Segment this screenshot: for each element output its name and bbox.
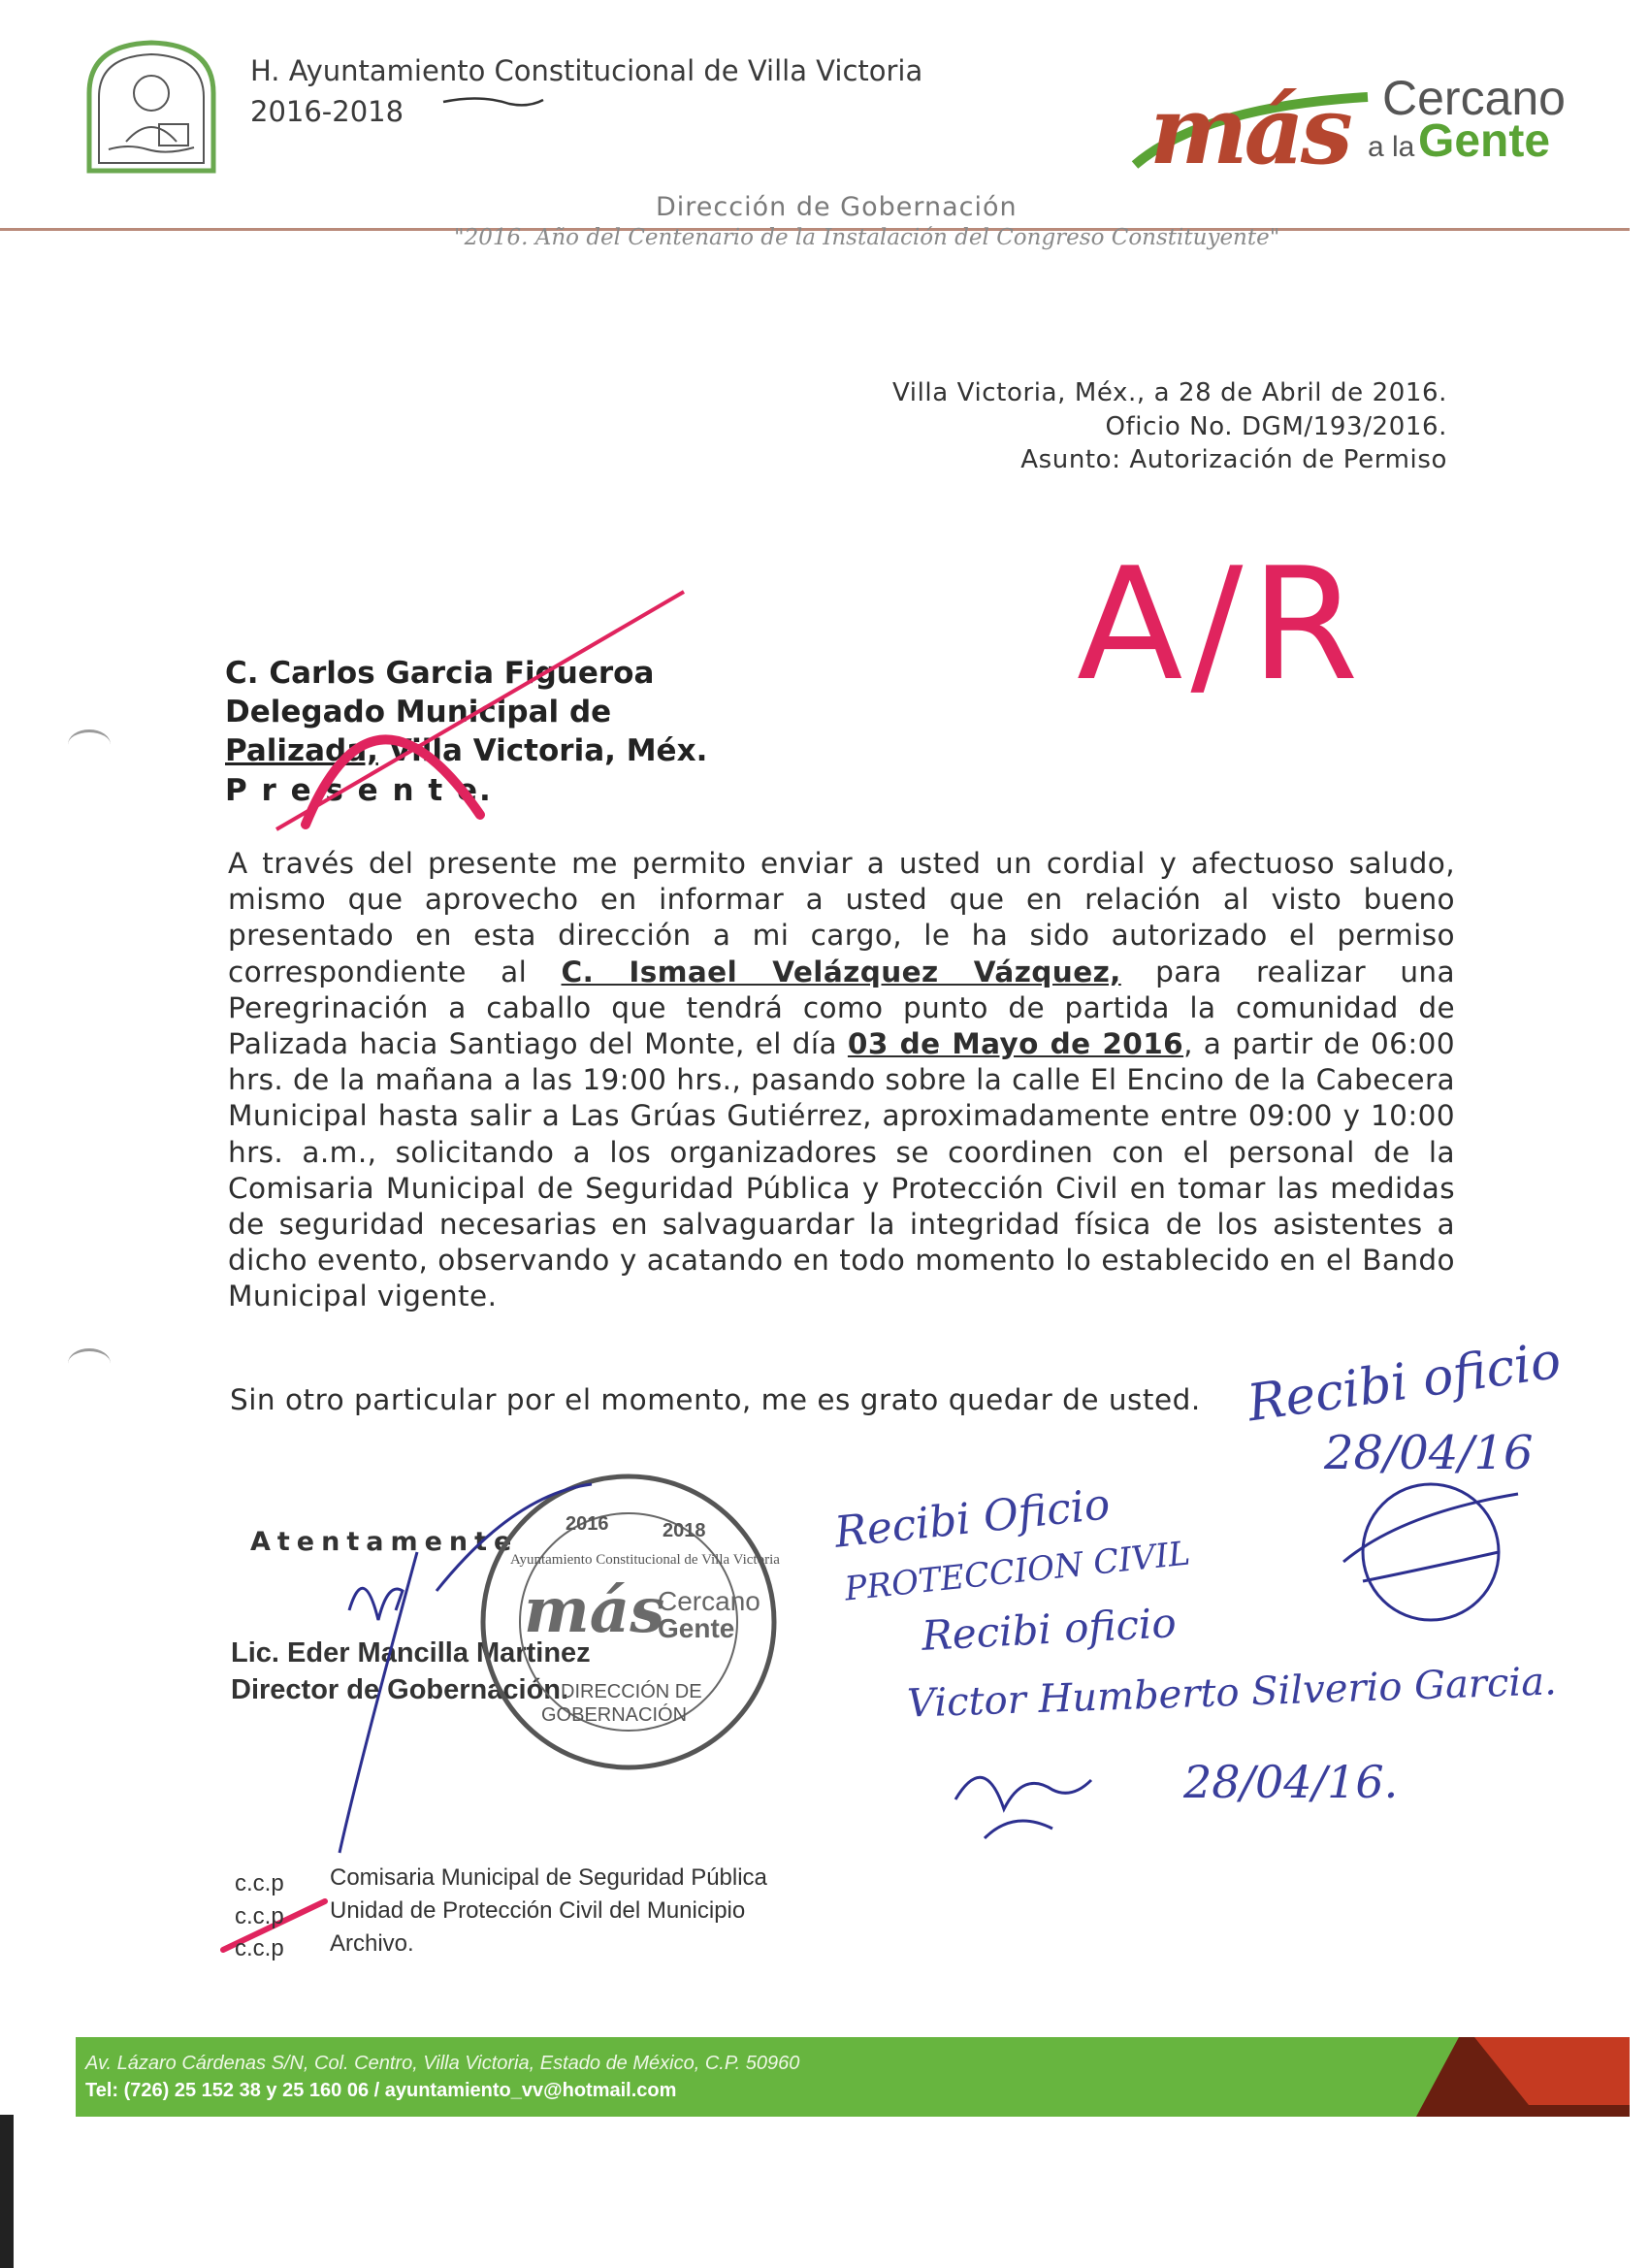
brand-a-la: a la (1368, 131, 1415, 163)
body-text-1: A través del presente me permito enviar a usted un cordial y afectuoso saludo, mismo que aprovecho en informar a usted que en relación al visto bueno presentado en esta dirección a mi cargo, le ha sido autorizado el permiso correspondiente al (228, 847, 1455, 988)
atentamente: Atentamente (250, 1527, 519, 1557)
event-date: 03 de Mayo de 2016 (847, 1027, 1184, 1061)
ccp-text-1: Comisaria Municipal de Seguridad Pública (330, 1864, 767, 1891)
recipient-title: Delegado Municipal de (225, 695, 612, 729)
ccp-label-2: c.c.p (235, 1903, 284, 1929)
place-date: Villa Victoria, Méx., a 28 de Abril de 2016. (891, 378, 1447, 407)
svg-text:Cercano: Cercano (658, 1586, 760, 1616)
ccp-text-3: Archivo. (330, 1930, 414, 1957)
department-title: Dirección de Gobernación (656, 192, 1018, 222)
institution-period: 2016-2018 (250, 95, 404, 128)
seal-year-b: 2018 (663, 1520, 706, 1541)
red-initials-annotation: A/R (1077, 534, 1367, 715)
receipt-date-2: 28/04/16. (1183, 1756, 1399, 1808)
ccp-label-3: c.c.p (235, 1935, 284, 1961)
recipient-place-underlined: Palizada, (225, 733, 378, 768)
svg-text:Gente: Gente (658, 1613, 735, 1643)
svg-text:más: más (524, 1574, 665, 1647)
ccp-label-1: c.c.p (235, 1870, 284, 1896)
municipal-emblem-logo (70, 35, 233, 180)
brand-mas-logo: más (1149, 76, 1349, 185)
receipt-date-1: 28/04/16 (1324, 1426, 1534, 1480)
brand-gente: Gente (1418, 115, 1551, 167)
receipt-note-1: Recibi oficio (1244, 1331, 1565, 1434)
receipt-note-2: Recibi Oficio (832, 1479, 1113, 1558)
seal-dept-b: GOBERNACIÓN (541, 1704, 688, 1726)
binder-hole-bottom (68, 1348, 111, 1378)
red-marker-strikes (218, 582, 703, 834)
body-text-2: para realizar una Peregrinación a caballo que tendrá como punto de partida la comunidad de Palizada hacia Santiago del Monte, el día (228, 955, 1455, 1061)
brand-cercano: Cercano (1382, 71, 1566, 125)
oficio-number: Oficio No. DGM/193/2016. (1105, 412, 1447, 441)
footer-contact: Tel: (726) 25 152 38 y 25 160 06 / ayuntamiento_vv@hotmail.com (85, 2080, 677, 2101)
seal-year-a: 2016 (566, 1513, 609, 1535)
asunto: Asunto: Autorización de Permiso (1020, 445, 1447, 474)
receipt-signature-1 (1324, 1455, 1537, 1649)
signer-role: Director de Gobernación. (231, 1674, 569, 1705)
signer-name: Lic. Eder Mancilla Martinez (231, 1637, 591, 1669)
receipt-signer-name: Victor Humberto Silverio Garcia. (906, 1659, 1558, 1727)
presente: P r e s e n t e. (225, 773, 493, 808)
receipt-signature-2 (946, 1741, 1101, 1848)
footer-address: Av. Lázaro Cárdenas S/N, Col. Centro, Villa Victoria, Estado de México, C.P. 50960 (85, 2053, 800, 2074)
receipt-dept: PROTECCION CIVIL (842, 1534, 1192, 1609)
scan-edge (0, 2115, 14, 2268)
receipt-note-3: Recibi oficio (920, 1599, 1178, 1660)
seal-ring-text: Ayuntamiento Constitucional de Villa Victoria (510, 1552, 780, 1568)
body-paragraph (228, 846, 1455, 1315)
authorized-person: C. Ismael Velázquez Vázquez, (561, 955, 1121, 988)
seal-dept-a: DIRECCIÓN DE (561, 1681, 702, 1702)
year-motto: "2016. Año del Centenario de la Instalación del Congreso Constituyente" (454, 225, 1280, 250)
header-pen-stroke (441, 92, 548, 112)
body-text-3: , a partir de 06:00 hrs. de la mañana a las 19:00 hrs., pasando sobre la calle El Encino de la Cabecera Municipal hasta salir a Las Grúas Gutiérrez, aproximadamente entre 09:00 y 10:00 hrs. a.m., solicitando a los organizadores se coordinen con el personal de la Comisaria Municipal de Seguridad Pública y Protección Civil en tomar las medidas de seguridad necesarias en salvaguardar la integridad física de los asistentes a dicho evento, observando y acatando en todo momento lo establecido en el Bando Municipal vigente. (228, 1027, 1455, 1313)
closing-line: Sin otro particular por el momento, me es grato quedar de usted. (230, 1383, 1201, 1416)
recipient-name: C. Carlos Garcia Figueroa (225, 656, 655, 691)
footer-bar (76, 2037, 1630, 2117)
director-signature (320, 1474, 640, 1863)
binder-hole-top (68, 729, 111, 760)
ccp-text-2: Unidad de Protección Civil del Municipio (330, 1897, 746, 1924)
institution-name: H. Ayuntamiento Constitucional de Villa Victoria (250, 54, 923, 87)
recipient-place-rest: Villa Victoria, Méx. (377, 733, 708, 768)
